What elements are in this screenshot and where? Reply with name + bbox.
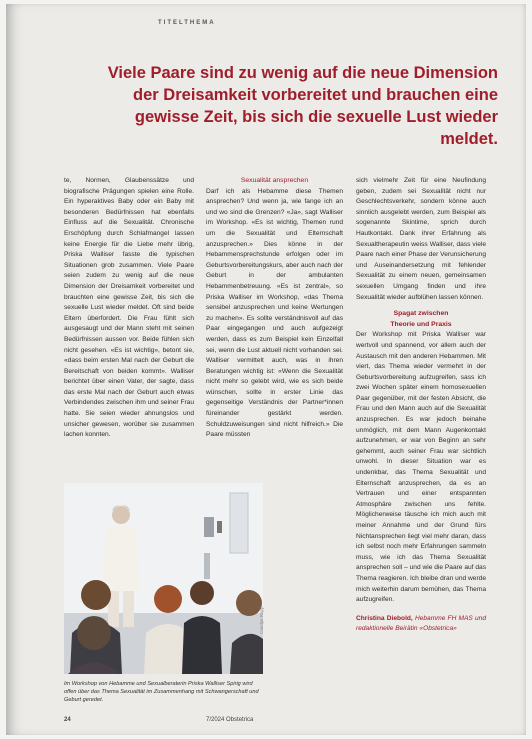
- subheading: Sexualität ansprechen: [240, 177, 309, 184]
- paragraph: Der Workshop mit Priska Walliser war wertvoll und spannend, vor allem auch der Austausch mit den anderen Hebammen. Mit viert, das Thema wieder vermehrt in der Geburtsvorbereitung aufzugreifen, sass ich zwei Wochen später einem homosexuellen Paar gegenüber, mit der festen Absicht, die Frau und den Mann auch auf die Sexualität anzusprechen. Es war jedoch beinahe unmöglich, mit dem Mann Augenkontakt aufzunehmen, er war von Beginn an sehr gehemmt, auch seiner Frau war sichtlich unwohl. In dieser Situation war es undenkbar, das Thema Sexualität und Elternschaft anzusprechen, da es an Vertrauen und einer entspannten Atmosphäre zwischen uns fehlte. Möglicherweise täusche ich mich auch mit meiner Annahme und der Grund fürs Nichtansprechen liegt viel mehr daran, dass ich selbst noch mehr Erfahrungen sammeln muss, wie ich das Thema Sexualität ansprechen soll – und wie die Paare auf das Thema reagieren. Ich bleibe dran und werde mich weiterhin darum bemühen, das Thema aufzugreifen.: [356, 331, 486, 604]
- headline-line: Viele Paare sind zu wenig auf die neue Dimension: [107, 64, 498, 82]
- author-name: Christina Diebold,: [356, 614, 413, 622]
- workshop-photo: [64, 483, 263, 674]
- author-signature: [356, 614, 486, 635]
- article-column-3: [356, 176, 486, 635]
- paragraph: Darf ich als Hebamme diese Themen ansprechen? Und wenn ja, wie fange ich an und wo sind die Grenzen? «Ja», sagt Walliser im Workshop. «Es ist wichtig, Themen rund um die Sexualität und Elternschaft anzusprechen.» Dies könne in der Hebammensprechstunde erfolgen oder im Geburtsvorbereitungskurs, aber auch nach der Geburt in der ambulanten Hebammenbetreuung. «Es ist zentral», so Priska Walliser im Workshop, «das Thema sensibel anzusprechen und keine Wertungen zu machen». Es sollte verständnisvoll auf das Paar eingegangen und auch aufgezeigt werden, dass es zum Beispiel kein Einzelfall sei, wenn die Lust aktuell nicht vorhanden sei. Walliser vermittelt auch, was in ihren Beratungen wichtig ist: «Wenn die Sexualität nicht mehr so gelebt wird, wie es sich beide wünschen, sollte in erster Linie das gegenseitige Verständnis der Partner*innen füreinander gestärkt werden. Schuldzuweisungen sind nicht hilfreich.» Die Paare müssten: [206, 187, 343, 439]
- headline-line: gewisse Zeit, bis sich die sexuelle Lust wieder meldet.: [134, 108, 498, 148]
- issue-label: 7/2024 Obstetrica: [206, 717, 254, 723]
- page-number: 24: [64, 717, 71, 723]
- author-role: Hebamme FH MAS und redaktionelle Beirätin «Obstetrica»: [356, 614, 486, 633]
- article-column-2: [206, 176, 343, 441]
- article-column-1: [64, 176, 194, 441]
- photo-credit: Carolyn Rapp: [259, 606, 264, 634]
- paragraph: sich vielmehr Zeit für eine Neufindung geben, zudem sei Sexualität nicht nur Geschlechtsverkehr, sondern könne auch sinnlich ausgelebt werden, zum Beispiel als sogenannte Skintime, sprich durch Hautkontakt. Dank ihrer Erfahrung als Sexualtherapeutin weiss Walliser, dass viele Paare nach einer Phase der Verunsicherung und Auseinandersetzung mit fehlender Sexualität zu einem neuen, gemeinsamen sexuellen Umgang finden und ihre Sexualität wieder aufblühen lassen können.: [356, 177, 486, 301]
- workshop-scene-image: [64, 483, 263, 674]
- subheading: Spagat zwischen: [393, 310, 449, 318]
- subheading: Theorie und Praxis: [390, 320, 452, 328]
- magazine-page: [6, 4, 526, 735]
- headline: [78, 62, 498, 150]
- photo-caption: Im Workshop von Hebamme und Sexualberaterin Priska Walliser Spirig wird offen über das Thema Sexualität im Zusammenhang mit Schwangerschaft und Geburt geredet.: [64, 681, 259, 703]
- section-label: TITELTHEMA: [158, 20, 216, 26]
- headline-line: der Dreisamkeit vorbereitet und brauchen eine: [133, 86, 498, 104]
- paragraph: te, Normen, Glaubenssätze und biografische Prägungen spielen eine Rolle. Ein hyperaktives Baby oder ein Baby mit besonderen Bedürfnissen hat ebenfalls Einfluss auf die Sexualität. Chronische Erschöpfung durch Schlafmangel lassen keine Energie für die Liebe mehr übrig, Priska Walliser fasste die typischen Situationen grob zusammen. Viele Paare seien zudem zu wenig auf die neue Dimension der Dreisamkeit vorbereitet und brauchten eine gewisse Zeit, bis sich die sexuelle Lust wieder meldet. Oft sind beide Eltern überfordert. Die Frau fühlt sich ausgesaugt und der Mann steht mit seinen Bedürfnissen aussen vor. Beide fühlen sich nicht gesehen. «Es ist wichtig», betont sie, «dass beim ersten Mal nach der Geburt die Bereitschaft von beiden kommt». Walliser berichtet über einen Vater, der sagte, dass das erste Mal nach der Geburt auch etwas Verbindendes zwischen ihm und seiner Frau hatte. Sie seien wieder ahnungslos und unsicher gewesen, worüber sie zusammen lachen konnten.: [64, 177, 194, 439]
